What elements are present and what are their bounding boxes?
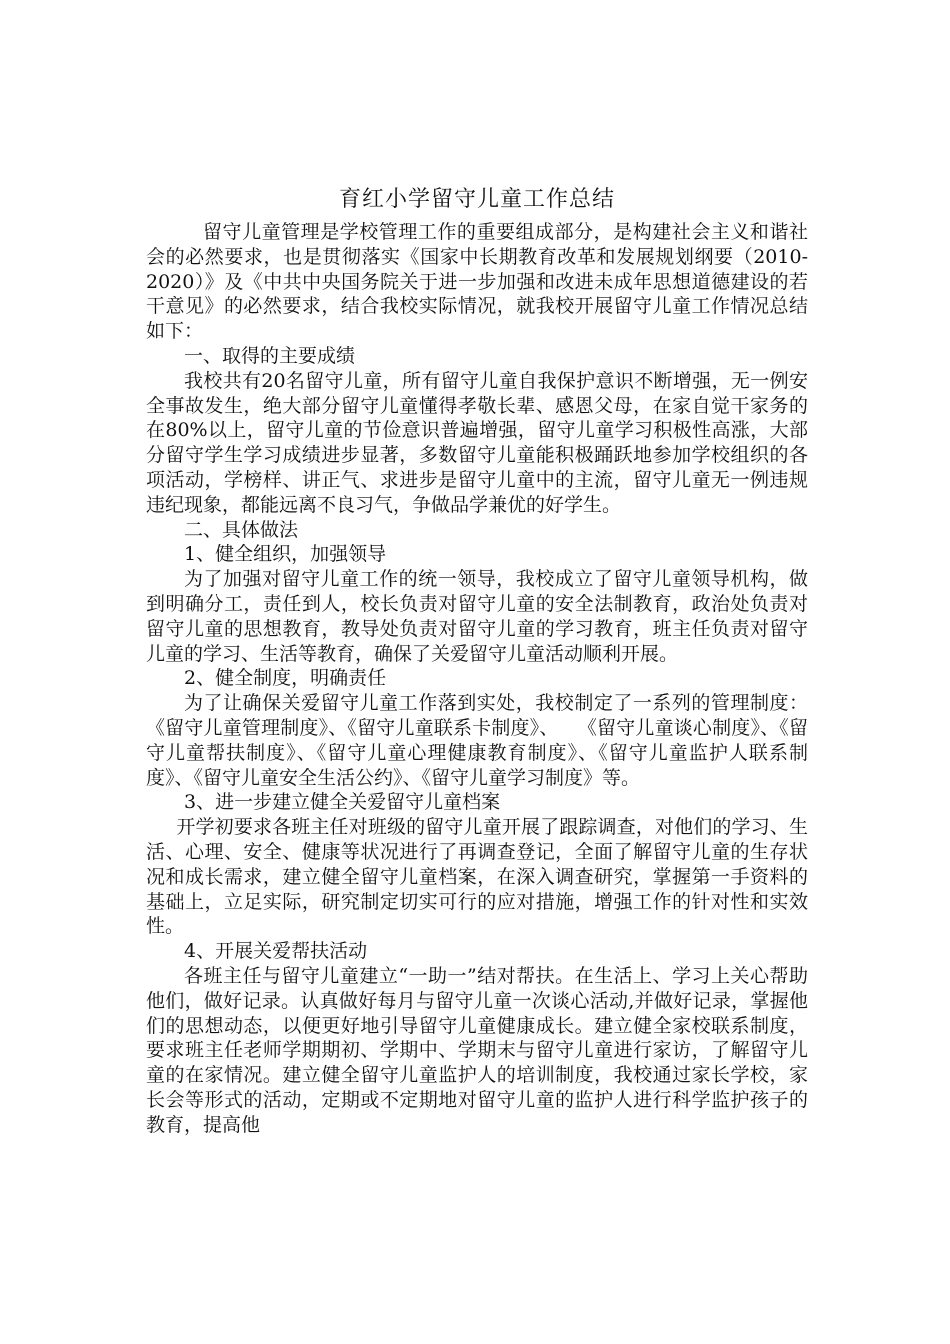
- section-heading-achievements: 一、取得的主要成绩: [184, 344, 356, 367]
- organization-paragraph: 为了加强对留守儿童工作的统一领导，我校成立了留守儿童领导机构，做到明确分工，责任到人，校长负责对留守儿童的安全法制教育，政治处负责对留守儿童的思想教育，教导处负责对留守儿童的学习教育，班主任负责对留守儿童的学习、生活等教育，确保了关爱留守儿童活动顺利开展。: [146, 568, 808, 665]
- section-heading-methods: 二、具体做法: [184, 518, 299, 541]
- document-title: 育红小学留守儿童工作总结: [338, 187, 615, 212]
- document-content: [146, 182, 808, 1137]
- item-heading-activities: 4、开展关爱帮扶活动: [184, 940, 368, 963]
- item-heading-archives: 3、进一步建立健全关爱留守儿童档案: [184, 791, 501, 814]
- archives-paragraph: 开学初要求各班主任对班级的留守儿童开展了跟踪调查，对他们的学习、生活、心理、安全、健康等状况进行了再调查登记，全面了解留守儿童的生存状况和成长需求，建立健全留守儿童档案，在深入调查研究，掌握第一手资料的基础上，立足实际，研究制定切实可行的应对措施，增强工作的针对性和实效性。: [146, 816, 808, 938]
- document-body: [146, 220, 808, 1137]
- item-heading-system: 2、健全制度，明确责任: [184, 667, 387, 690]
- intro-paragraph: 留守儿童管理是学校管理工作的重要组成部分，是构建社会主义和谐社会的必然要求，也是贯彻落实《国家中长期教育改革和发展规划纲要（2010-2020）》及《中共中央国务院关于进一步加强和改进未成年思想道德建设的若干意见》的必然要求，结合我校实际情况，就我校开展留守儿童工作情况总结如下：: [146, 221, 808, 343]
- item-heading-organization: 1、健全组织，加强领导: [184, 543, 387, 566]
- achievements-paragraph: 我校共有20名留守儿童，所有留守儿童自我保护意识不断增强，无一例安全事故发生，绝大部分留守儿童懂得孝敬长辈、感恩父母，在家自觉干家务的在80%以上，留守儿童的节俭意识普遍增强，留守儿童学习积极性高涨，大部分留守学生学习成绩进步显著，多数留守儿童能积极踊跃地参加学校组织的各项活动，学榜样、讲正气、求进步是留守儿童中的主流，留守儿童无一例违规违纪现象，都能远离不良习气，争做品学兼优的好学生。: [146, 369, 808, 516]
- activities-paragraph: 各班主任与留守儿童建立“一助一”结对帮扶。在生活上、学习上关心帮助他们，做好记录。认真做好每月与留守儿童一次谈心活动,并做好记录，掌握他们的思想动态，以便更好地引导留守儿童健康成长。建立健全家校联系制度，要求班主任老师学期期初、学期中、学期末与留守儿童进行家访，了解留守儿童的在家情况。建立健全留守儿童监护人的培训制度，我校通过家长学校，家长会等形式的活动，定期或不定期地对留守儿童的监护人进行科学监护孩子的教育，提高他: [146, 964, 808, 1136]
- system-paragraph: 为了让确保关爱留守儿童工作落到实处，我校制定了一系列的管理制度：《留守儿童管理制度》、《留守儿童联系卡制度》、 《留守儿童谈心制度》、《留守儿童帮扶制度》、《留守儿童心理健康教育制度》、《留守儿童监护人联系制度》、《留守儿童安全生活公约》、《留守儿童学习制度》等。: [146, 692, 808, 789]
